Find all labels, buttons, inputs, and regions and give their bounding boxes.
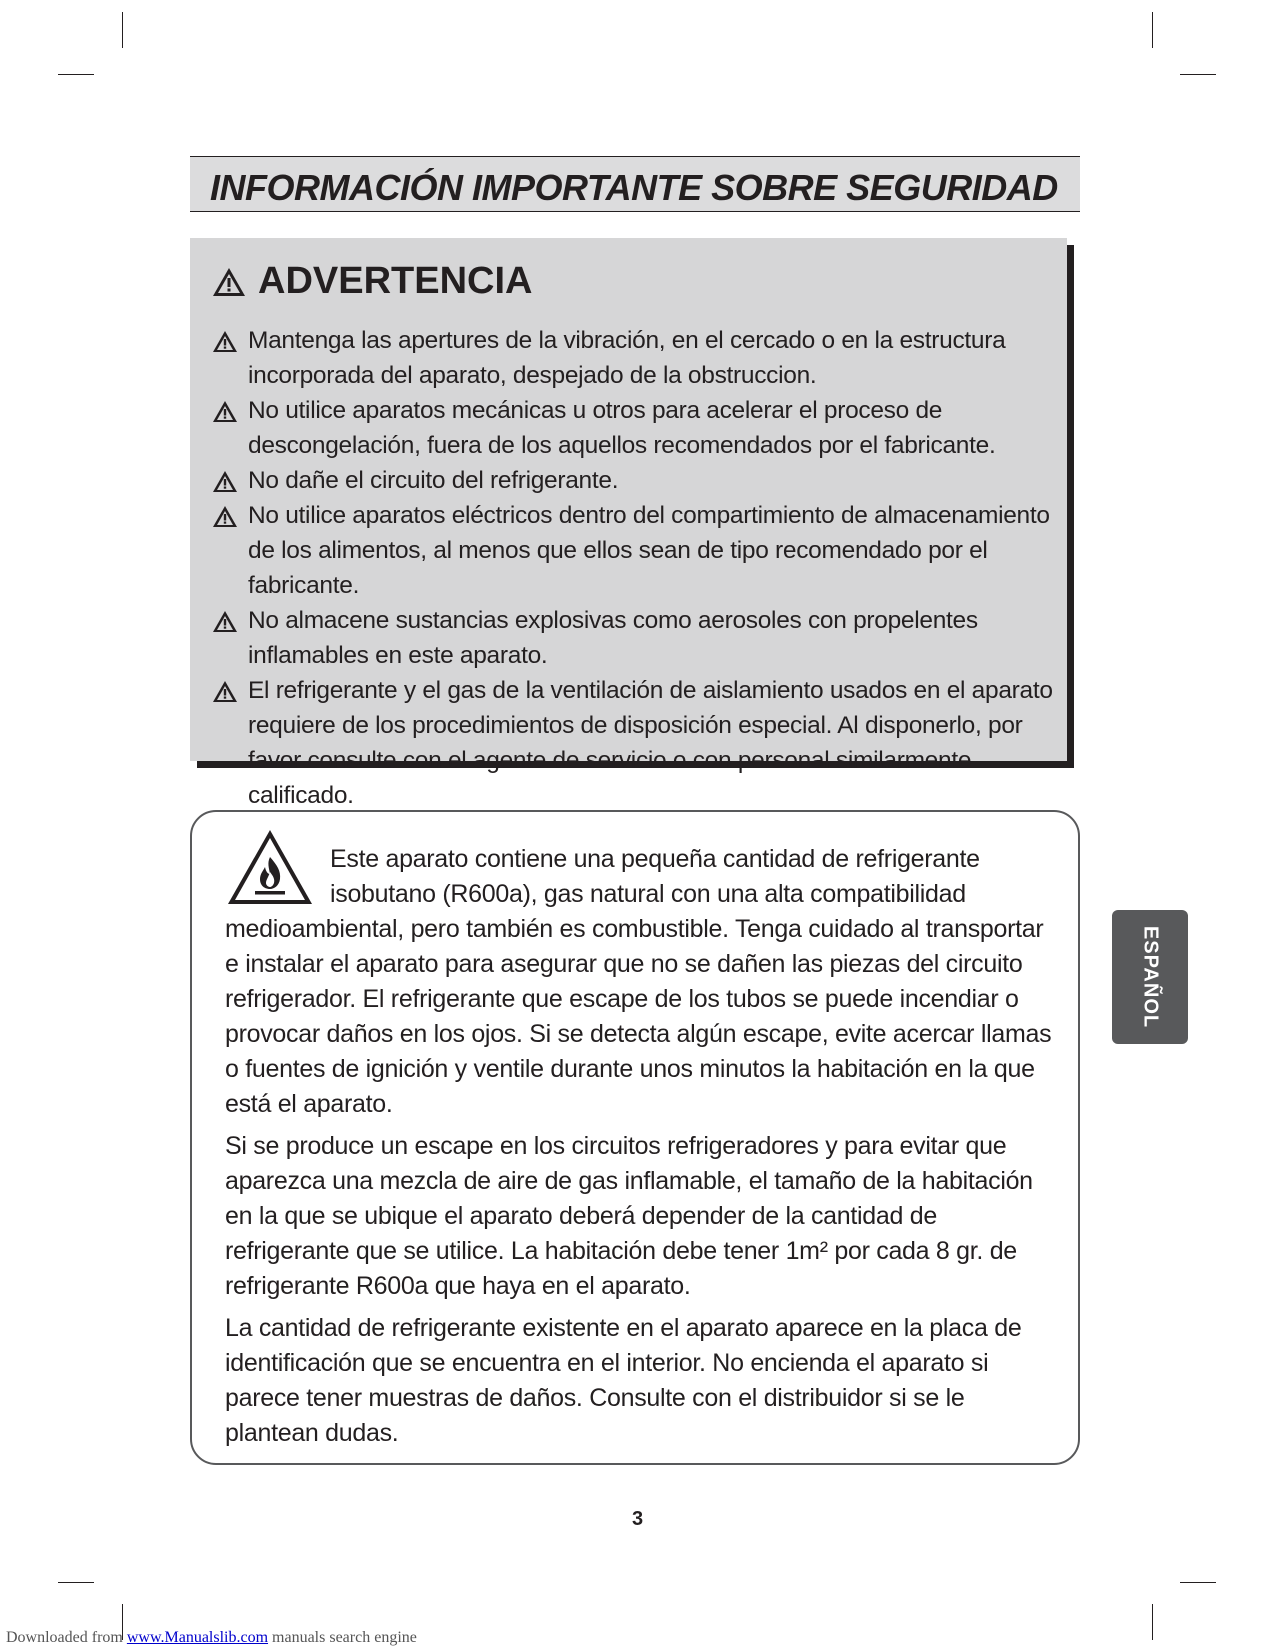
warning-triangle-icon: [212, 400, 238, 423]
warning-item: [212, 498, 1062, 603]
warning-item-text: No utilice aparatos eléctricos dentro del compartimiento de almacenamiento de los alimentos, al menos que ellos sean de tipo recomendado por el fabricante.: [248, 502, 1050, 599]
warning-triangle-icon: [212, 330, 238, 353]
info-paragraph: Este aparato contiene una pequeña cantidad de refrigerante isobutano (R600a), gas natural con una alta compatibilidad medioambiental, pero también es combustible. Tenga cuidado al transportar e instalar el aparato para asegurar que no se dañen las piezas del circuito refrigerador. El refrigerante que escape de los tubos se puede incendiar o provocar daños en los ojos. Si se detecta algún escape, evite acercar llamas o fuentes de ignición y ventile durante unos minutos la habitación en la que está el aparato.: [225, 845, 1052, 1118]
page-title: INFORMACIÓN IMPORTANTE SOBRE SEGURIDAD: [210, 167, 1058, 208]
warning-item: [212, 323, 1062, 393]
language-tab-label: ESPAÑOL: [1139, 925, 1162, 1029]
warning-item: [212, 673, 1062, 813]
warning-triangle-icon: [212, 505, 238, 528]
crop-mark: [1152, 1604, 1153, 1640]
info-text: [225, 842, 1055, 1458]
info-paragraph: La cantidad de refrigerante existente en el aparato aparece en la placa de identificación que se encuentra en el interior. No encienda el aparato si parece tener muestras de daños. Consulte con el distribuidor si se le plantean dudas.: [225, 1314, 1022, 1447]
download-footer: [6, 1629, 417, 1647]
page-number: 3: [631, 1508, 644, 1530]
info-paragraph: Si se produce un escape en los circuitos refrigeradores y para evitar que aparezca una mezcla de aire de gas inflamable, el tamaño de la habitación en la que se ubique el aparato deberá depender de la cantidad de refrigerante que se utilice. La habitación debe tener 1m² por cada 8 gr. de refrigerante R600a que haya en el aparato.: [225, 1132, 1033, 1300]
crop-mark: [58, 74, 94, 75]
warning-item-text: Mantenga las apertures de la vibración, en el cercado o en la estructura incorporada del aparato, despejado de la obstruccion.: [248, 327, 1006, 389]
icon-spacer: [225, 842, 330, 910]
warning-triangle-icon: [212, 470, 238, 493]
footer-link[interactable]: www.Manualslib.com: [126, 1629, 269, 1646]
crop-mark: [1180, 1582, 1216, 1583]
warning-heading-text: ADVERTENCIA: [258, 260, 533, 302]
warning-item: [212, 463, 1062, 498]
crop-mark: [1152, 12, 1153, 48]
warning-item-text: El refrigerante y el gas de la ventilación de aislamiento usados en el aparato requiere de los procedimientos de disposición especial. Al disponerlo, por favor consulte con el agente de servicio o con personal similarmente calificado.: [248, 677, 1053, 809]
refrigerant-info-box: [190, 810, 1080, 1465]
crop-mark: [1180, 74, 1216, 75]
warning-heading: [212, 260, 532, 303]
crop-mark: [58, 1582, 94, 1583]
warning-list: [212, 323, 1062, 813]
language-tab: [1112, 910, 1188, 1044]
warning-item: [212, 393, 1062, 463]
footer-prefix: Downloaded from: [6, 1629, 127, 1646]
warning-triangle-icon: [212, 267, 246, 297]
warning-item: [212, 603, 1062, 673]
warning-item-text: No utilice aparatos mecánicas u otros para acelerar el proceso de descongelación, fuera de los aquellos recomendados por el fabricante.: [248, 397, 996, 459]
warning-item-text: No dañe el circuito del refrigerante.: [248, 467, 619, 494]
warning-item-text: No almacene sustancias explosivas como aerosoles con propelentes inflamables en este aparato.: [248, 607, 978, 669]
section-title-bar: [190, 156, 1080, 212]
footer-suffix: manuals search engine: [268, 1629, 417, 1646]
crop-mark: [122, 12, 123, 48]
warning-box: [190, 238, 1067, 809]
warning-triangle-icon: [212, 680, 238, 703]
warning-triangle-icon: [212, 610, 238, 633]
